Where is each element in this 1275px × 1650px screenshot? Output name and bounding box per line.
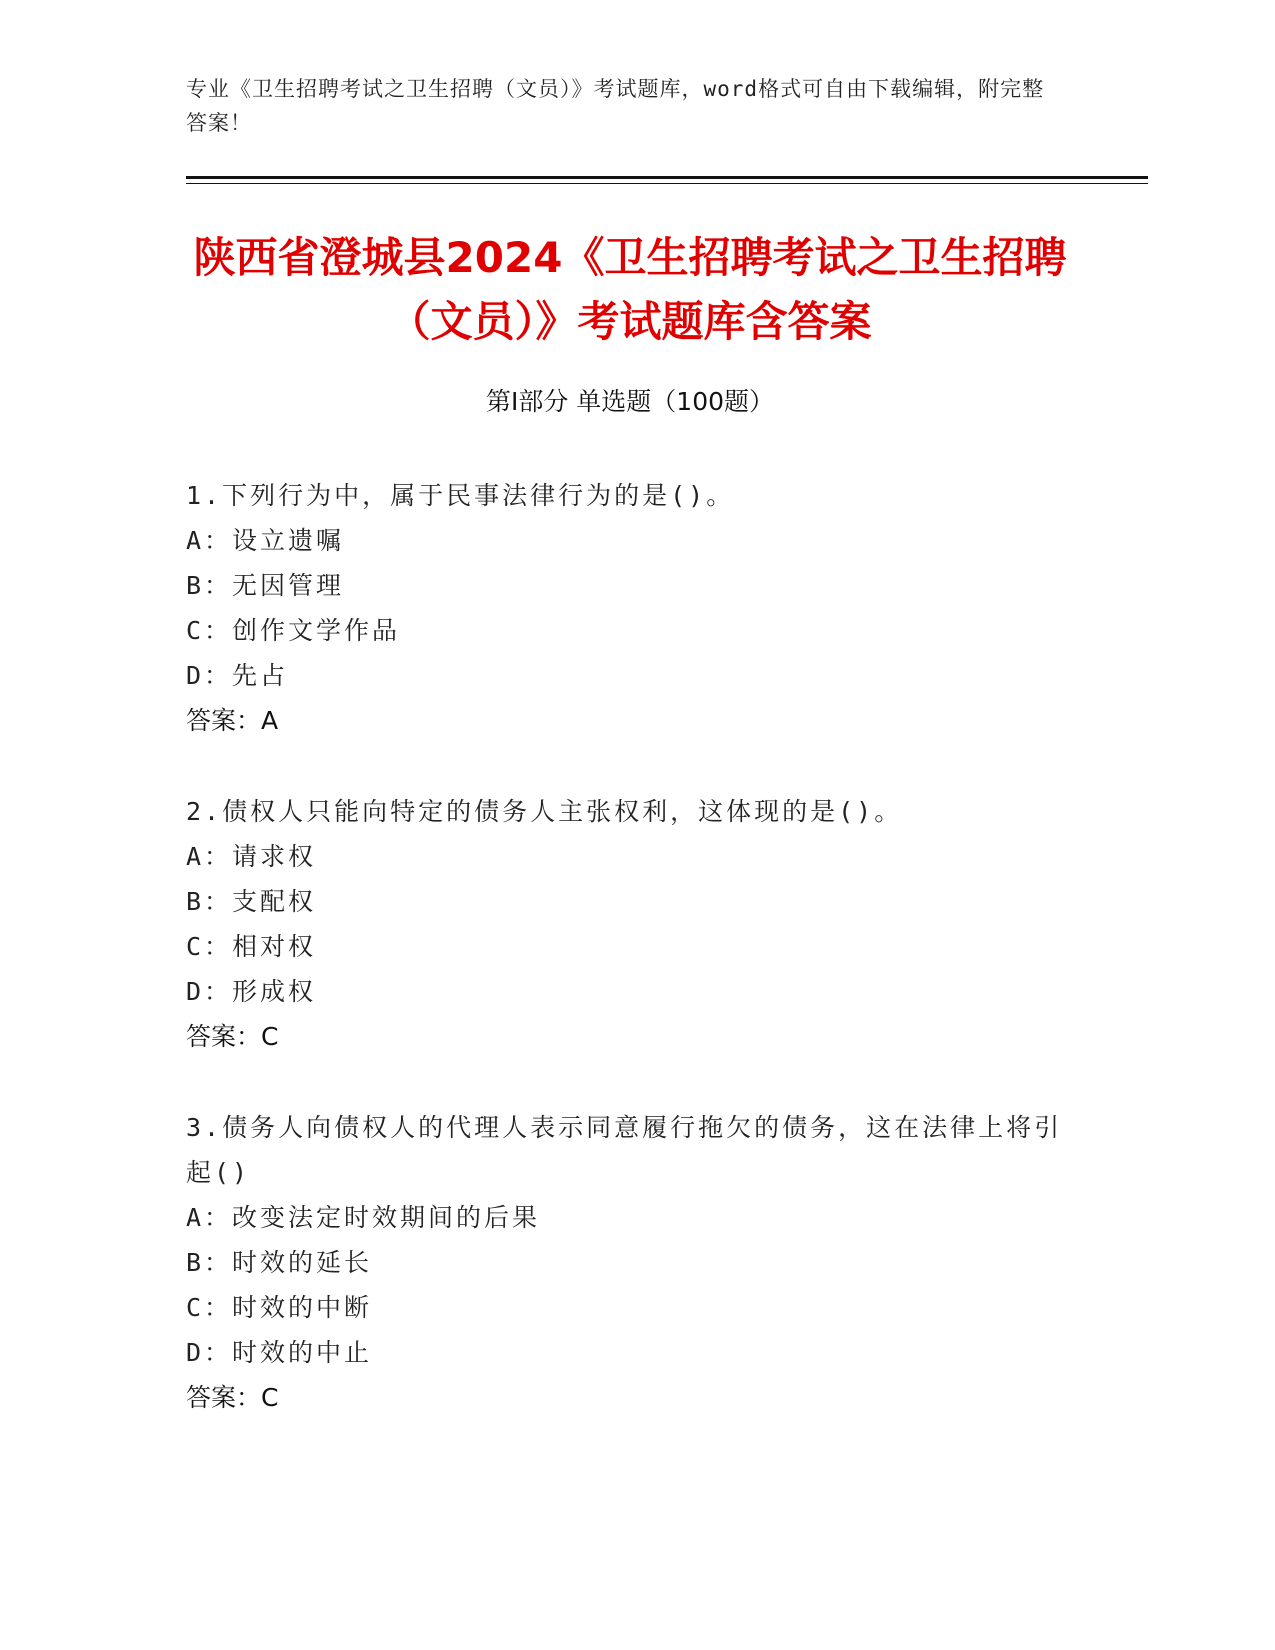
section-heading: 第Ⅰ部分 单选题（100题） — [485, 387, 775, 416]
option-c: C：相对权 — [186, 932, 317, 961]
option-d: D：先占 — [186, 661, 289, 690]
question-1 — [186, 473, 1066, 743]
answer: 答案：C — [186, 1022, 279, 1051]
question-list — [186, 473, 1066, 1466]
option-a: A：请求权 — [186, 842, 317, 871]
header-rule-thick — [186, 176, 1148, 179]
option-b: B：时效的延长 — [186, 1248, 373, 1277]
question-stem: 1.下列行为中，属于民事法律行为的是()。 — [186, 481, 735, 510]
document-title: 陕西省澄城县2024《卫生招聘考试之卫生招聘（文员）》考试题库含答案 — [193, 233, 1067, 346]
question-2 — [186, 789, 1066, 1059]
option-b: B：支配权 — [186, 887, 317, 916]
question-stem: 2.债权人只能向特定的债务人主张权利，这体现的是()。 — [186, 797, 903, 826]
option-d: D：时效的中止 — [186, 1338, 373, 1367]
option-a: A：改变法定时效期间的后果 — [186, 1203, 541, 1232]
option-b: B：无因管理 — [186, 571, 345, 600]
option-c: C：创作文学作品 — [186, 616, 401, 645]
answer: 答案：A — [186, 706, 279, 735]
header-note: 专业《卫生招聘考试之卫生招聘（文员）》考试题库，word格式可自由下载编辑，附完整答案！ — [186, 77, 1045, 135]
option-a: A：设立遗嘱 — [186, 526, 345, 555]
answer: 答案：C — [186, 1383, 279, 1412]
question-3 — [186, 1105, 1066, 1420]
header-rule-thin — [186, 183, 1148, 184]
option-d: D：形成权 — [186, 977, 317, 1006]
question-stem: 3.债务人向债权人的代理人表示同意履行拖欠的债务，这在法律上将引起() — [186, 1113, 1063, 1187]
option-c: C：时效的中断 — [186, 1293, 373, 1322]
